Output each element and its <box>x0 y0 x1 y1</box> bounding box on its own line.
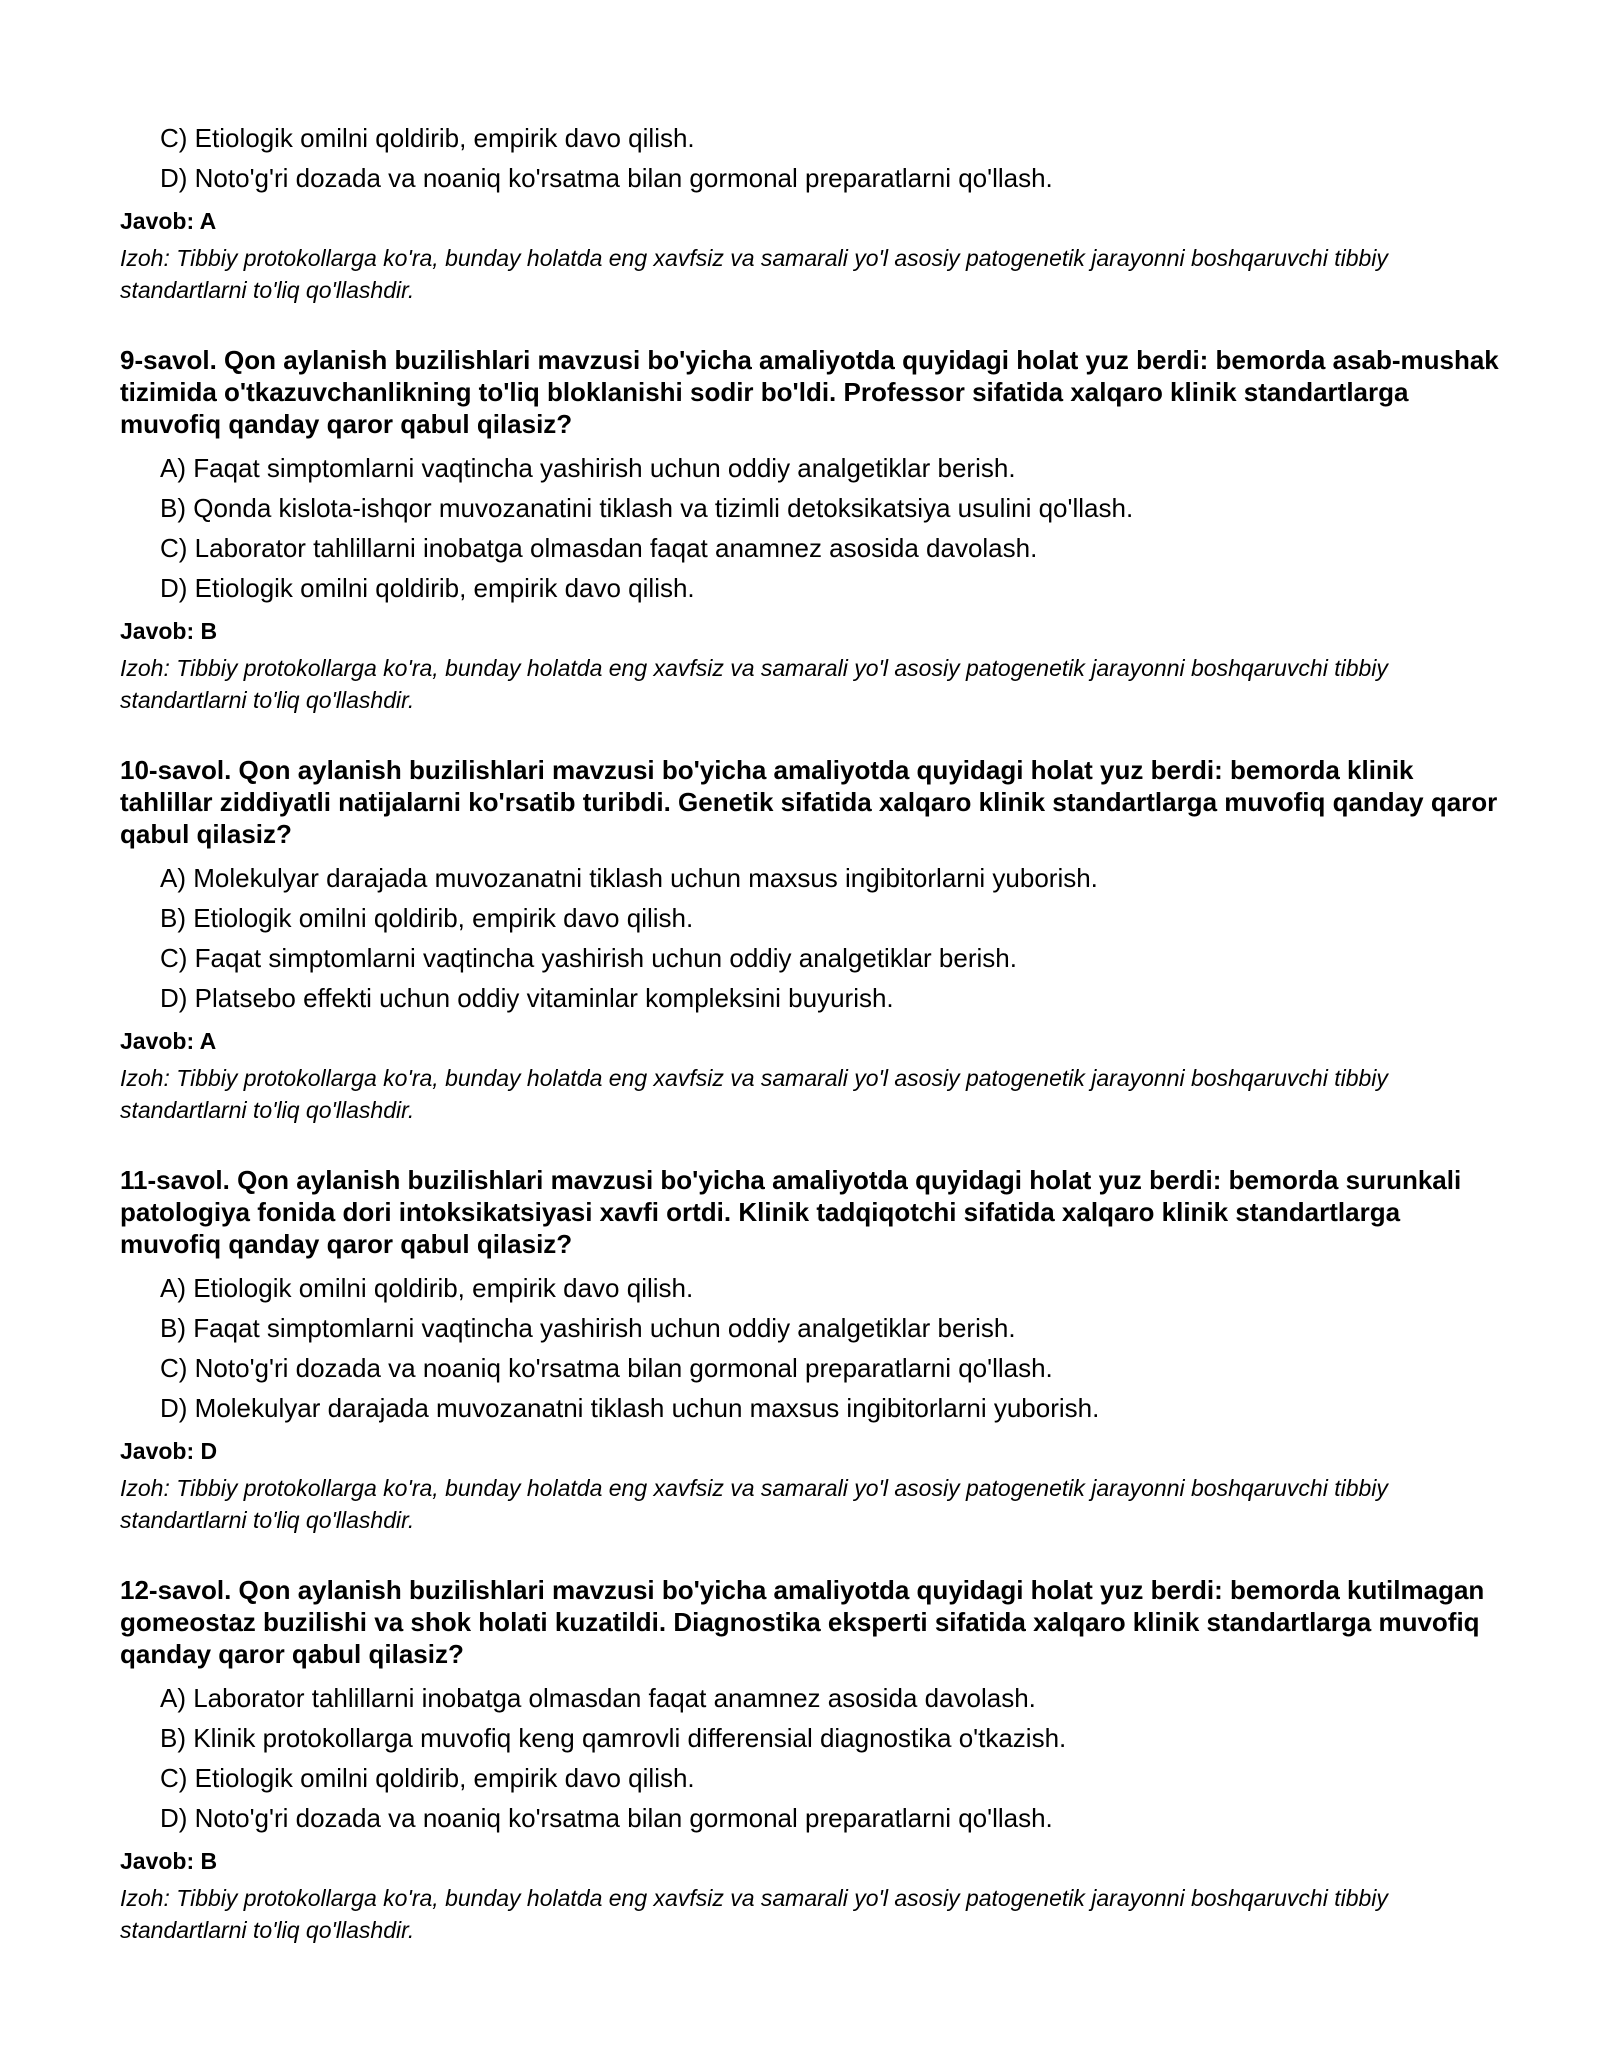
answer-label: Javob: A <box>120 208 217 234</box>
explanation-note: Izoh: Tibbiy protokollarga ko'ra, bunday holatda eng xavfsiz va samarali yo'l asosiy patogenetik jarayonni boshqaruvchi tibbiy standartlarni to'liq qo'llashdir. <box>120 1065 1388 1123</box>
option-c: C) Etiologik omilni qoldirib, empirik davo qilish. <box>160 123 695 153</box>
option-d: D) Noto'g'ri dozada va noaniq ko'rsatma bilan gormonal preparatlarni qo'llash. <box>160 163 1053 193</box>
option-list <box>120 448 1520 608</box>
question-text: 11-savol. Qon aylanish buzilishlari mavzusi bo'yicha amaliyotda quyidagi holat yuz berdi: bemorda surunkali patologiya fonida dori intoksikatsiyasi xavfi ortdi. Klinik tadqiqotchi sifatida xalqaro klinik standartlarga muvofiq qanday qaror qabul qilasiz? <box>120 1165 1462 1259</box>
explanation-note: Izoh: Tibbiy protokollarga ko'ra, bunday holatda eng xavfsiz va samarali yo'l asosiy patogenetik jarayonni boshqaruvchi tibbiy standartlarni to'liq qo'llashdir. <box>120 1885 1388 1943</box>
explanation-note: Izoh: Tibbiy protokollarga ko'ra, bunday holatda eng xavfsiz va samarali yo'l asosiy patogenetik jarayonni boshqaruvchi tibbiy standartlarni to'liq qo'llashdir. <box>120 1475 1388 1533</box>
explanation-note: Izoh: Tibbiy protokollarga ko'ra, bunday holatda eng xavfsiz va samarali yo'l asosiy patogenetik jarayonni boshqaruvchi tibbiy standartlarni to'liq qo'llashdir. <box>120 655 1388 713</box>
option-list <box>120 1678 1520 1838</box>
question-10 <box>120 754 1520 1126</box>
document-page <box>120 0 1520 1946</box>
answer-label: Javob: A <box>120 1028 217 1054</box>
question-text: 10-savol. Qon aylanish buzilishlari mavzusi bo'yicha amaliyotda quyidagi holat yuz berdi: bemorda klinik tahlillar ziddiyatli natijalarni ko'rsatib turibdi. Genetik sifatida xalqaro klinik standartlarga muvofiq qanday qaror qabul qilasiz? <box>120 755 1498 849</box>
explanation-note: Izoh: Tibbiy protokollarga ko'ra, bunday holatda eng xavfsiz va samarali yo'l asosiy patogenetik jarayonni boshqaruvchi tibbiy standartlarni to'liq qo'llashdir. <box>120 245 1388 303</box>
question-11 <box>120 1164 1520 1536</box>
option-c: C) Noto'g'ri dozada va noaniq ko'rsatma bilan gormonal preparatlarni qo'llash. <box>160 1353 1053 1383</box>
question-12 <box>120 1574 1520 1946</box>
option-list <box>120 1268 1520 1428</box>
question-9 <box>120 344 1520 716</box>
option-a: A) Etiologik omilni qoldirib, empirik davo qilish. <box>160 1273 694 1303</box>
option-d: D) Etiologik omilni qoldirib, empirik davo qilish. <box>160 573 695 603</box>
option-a: A) Laborator tahlillarni inobatga olmasdan faqat anamnez asosida davolash. <box>160 1683 1036 1713</box>
option-d: D) Molekulyar darajada muvozanatni tiklash uchun maxsus ingibitorlarni yuborish. <box>160 1393 1100 1423</box>
option-a: A) Faqat simptomlarni vaqtincha yashirish uchun oddiy analgetiklar berish. <box>160 453 1016 483</box>
option-b: B) Qonda kislota-ishqor muvozanatini tiklash va tizimli detoksikatsiya usulini qo'llash. <box>160 493 1134 523</box>
option-c: C) Faqat simptomlarni vaqtincha yashirish uchun oddiy analgetiklar berish. <box>160 943 1017 973</box>
option-b: B) Klinik protokollarga muvofiq keng qamrovli differensial diagnostika o'tkazish. <box>160 1723 1067 1753</box>
option-d: D) Noto'g'ri dozada va noaniq ko'rsatma bilan gormonal preparatlarni qo'llash. <box>160 1803 1053 1833</box>
option-c: C) Etiologik omilni qoldirib, empirik davo qilish. <box>160 1763 695 1793</box>
answer-label: Javob: B <box>120 618 218 644</box>
option-d: D) Platsebo effekti uchun oddiy vitaminlar kompleksini buyurish. <box>160 983 894 1013</box>
option-list <box>120 118 1520 198</box>
answer-label: Javob: D <box>120 1438 218 1464</box>
option-c: C) Laborator tahlillarni inobatga olmasdan faqat anamnez asosida davolash. <box>160 533 1038 563</box>
option-a: A) Molekulyar darajada muvozanatni tiklash uchun maxsus ingibitorlarni yuborish. <box>160 863 1098 893</box>
option-b: B) Etiologik omilni qoldirib, empirik davo qilish. <box>160 903 694 933</box>
option-b: B) Faqat simptomlarni vaqtincha yashirish uchun oddiy analgetiklar berish. <box>160 1313 1016 1343</box>
partial-question-block <box>120 0 1520 306</box>
question-text: 12-savol. Qon aylanish buzilishlari mavzusi bo'yicha amaliyotda quyidagi holat yuz berdi: bemorda kutilmagan gomeostaz buzilishi va shok holati kuzatildi. Diagnostika eksperti sifatida xalqaro klinik standartlarga muvofiq qanday qaror qabul qilasiz? <box>120 1575 1485 1669</box>
answer-label: Javob: B <box>120 1848 218 1874</box>
question-text: 9-savol. Qon aylanish buzilishlari mavzusi bo'yicha amaliyotda quyidagi holat yuz berdi: bemorda asab-mushak tizimida o'tkazuvchanlikning to'liq bloklanishi sodir bo'ldi. Professor sifatida xalqaro klinik standartlarga muvofiq qanday qaror qabul qilasiz? <box>120 345 1499 439</box>
option-list <box>120 858 1520 1018</box>
